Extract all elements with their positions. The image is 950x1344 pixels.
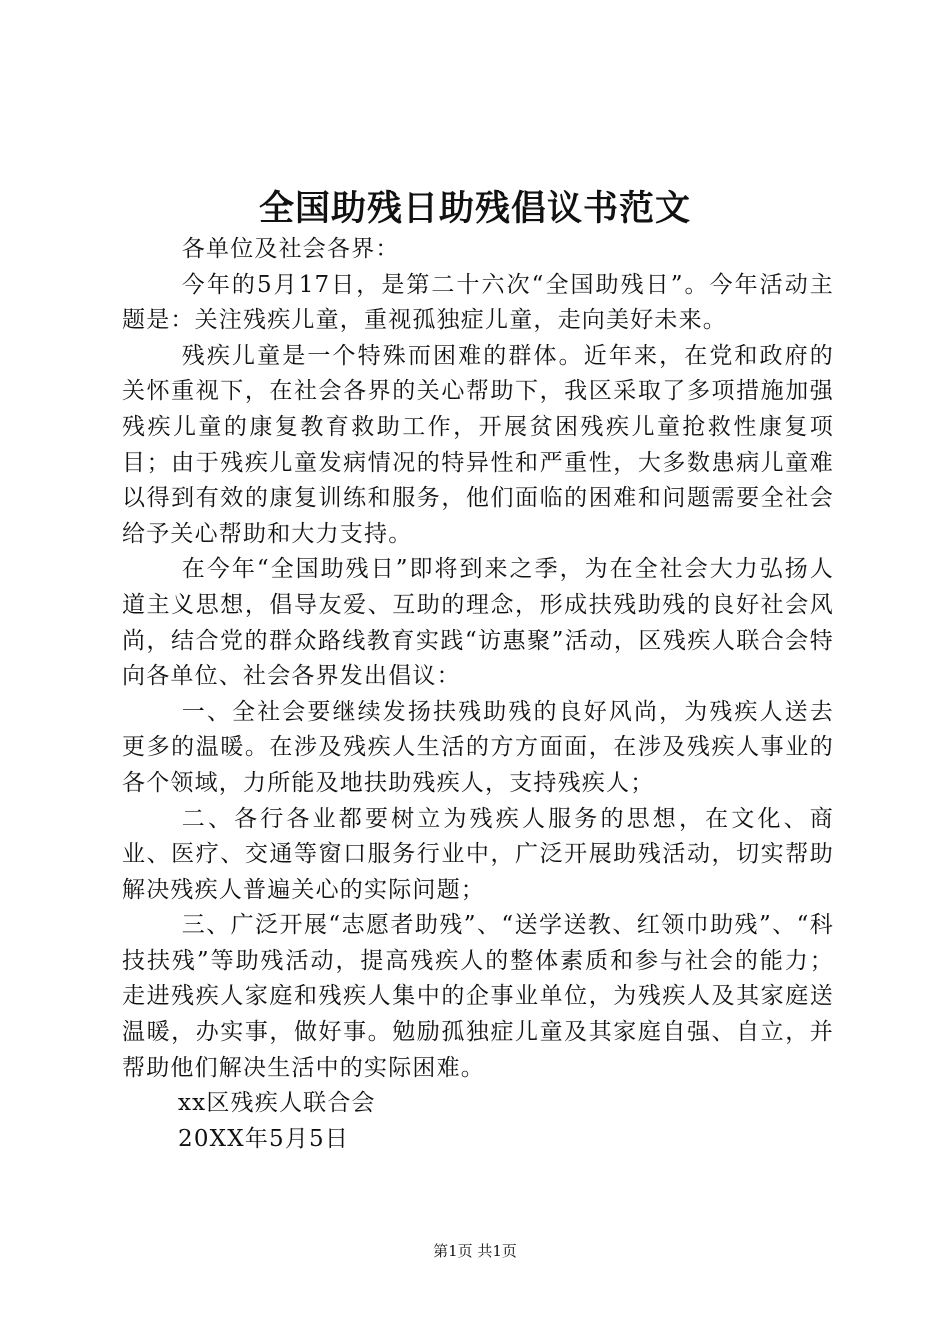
salutation: 各单位及社会各界： xyxy=(181,236,400,262)
signature: xx区残疾人联合会 xyxy=(178,1090,376,1117)
document-body xyxy=(122,232,834,1157)
proposal-item-1: 一、全社会要继续发扬扶残助残的良好风尚，为残疾人送去更多的温暖。在涉及残疾人生活的方方面面，在涉及残疾人事业的各个领域，力所能及地扶助残疾人，支持残疾人； xyxy=(122,698,834,796)
paragraph-background: 残疾儿童是一个特殊而困难的群体。近年来，在党和政府的关怀重视下，在社会各界的关心帮助下，我区采取了多项措施加强残疾儿童的康复教育救助工作，开展贫困残疾儿童抢救性康复项目；由于残疾儿童发病情况的特异性和严重性，大多数患病儿童难以得到有效的康复训练和服务，他们面临的困难和问题需要全社会给予关心帮助和大力支持。 xyxy=(122,342,834,547)
proposal-item-3: 三、广泛开展“志愿者助残”、“送学送教、红领巾助残”、“科技扶残”等助残活动，提高残疾人的整体素质和参与社会的能力；走进残疾人家庭和残疾人集中的企事业单位，为残疾人及其家庭送温暖，办实事，做好事。勉励孤独症儿童及其家庭自强、自立，并帮助他们解决生活中的实际困难。 xyxy=(122,912,834,1081)
page-footer: 第1页 共1页 xyxy=(433,1242,517,1260)
paragraph-call: 在今年“全国助残日”即将到来之季，为在全社会大力弘扬人道主义思想，倡导友爱、互助的理念，形成扶残助残的良好社会风尚，结合党的群众路线教育实践“访惠聚”活动，区残疾人联合会特向各单位、社会各界发出倡议： xyxy=(122,556,834,690)
document-date: 20XX年5月5日 xyxy=(178,1125,350,1152)
document-title: 全国助残日助残倡议书范文 xyxy=(258,188,691,229)
paragraph-intro: 今年的5月17日，是第二十六次“全国助残日”。今年活动主题是：关注残疾儿童，重视孤独症儿童，走向美好未来。 xyxy=(122,271,834,334)
proposal-item-2: 二、各行各业都要树立为残疾人服务的思想，在文化、商业、医疗、交通等窗口服务行业中，广泛开展助残活动，切实帮助解决残疾人普遍关心的实际问题； xyxy=(122,805,834,903)
